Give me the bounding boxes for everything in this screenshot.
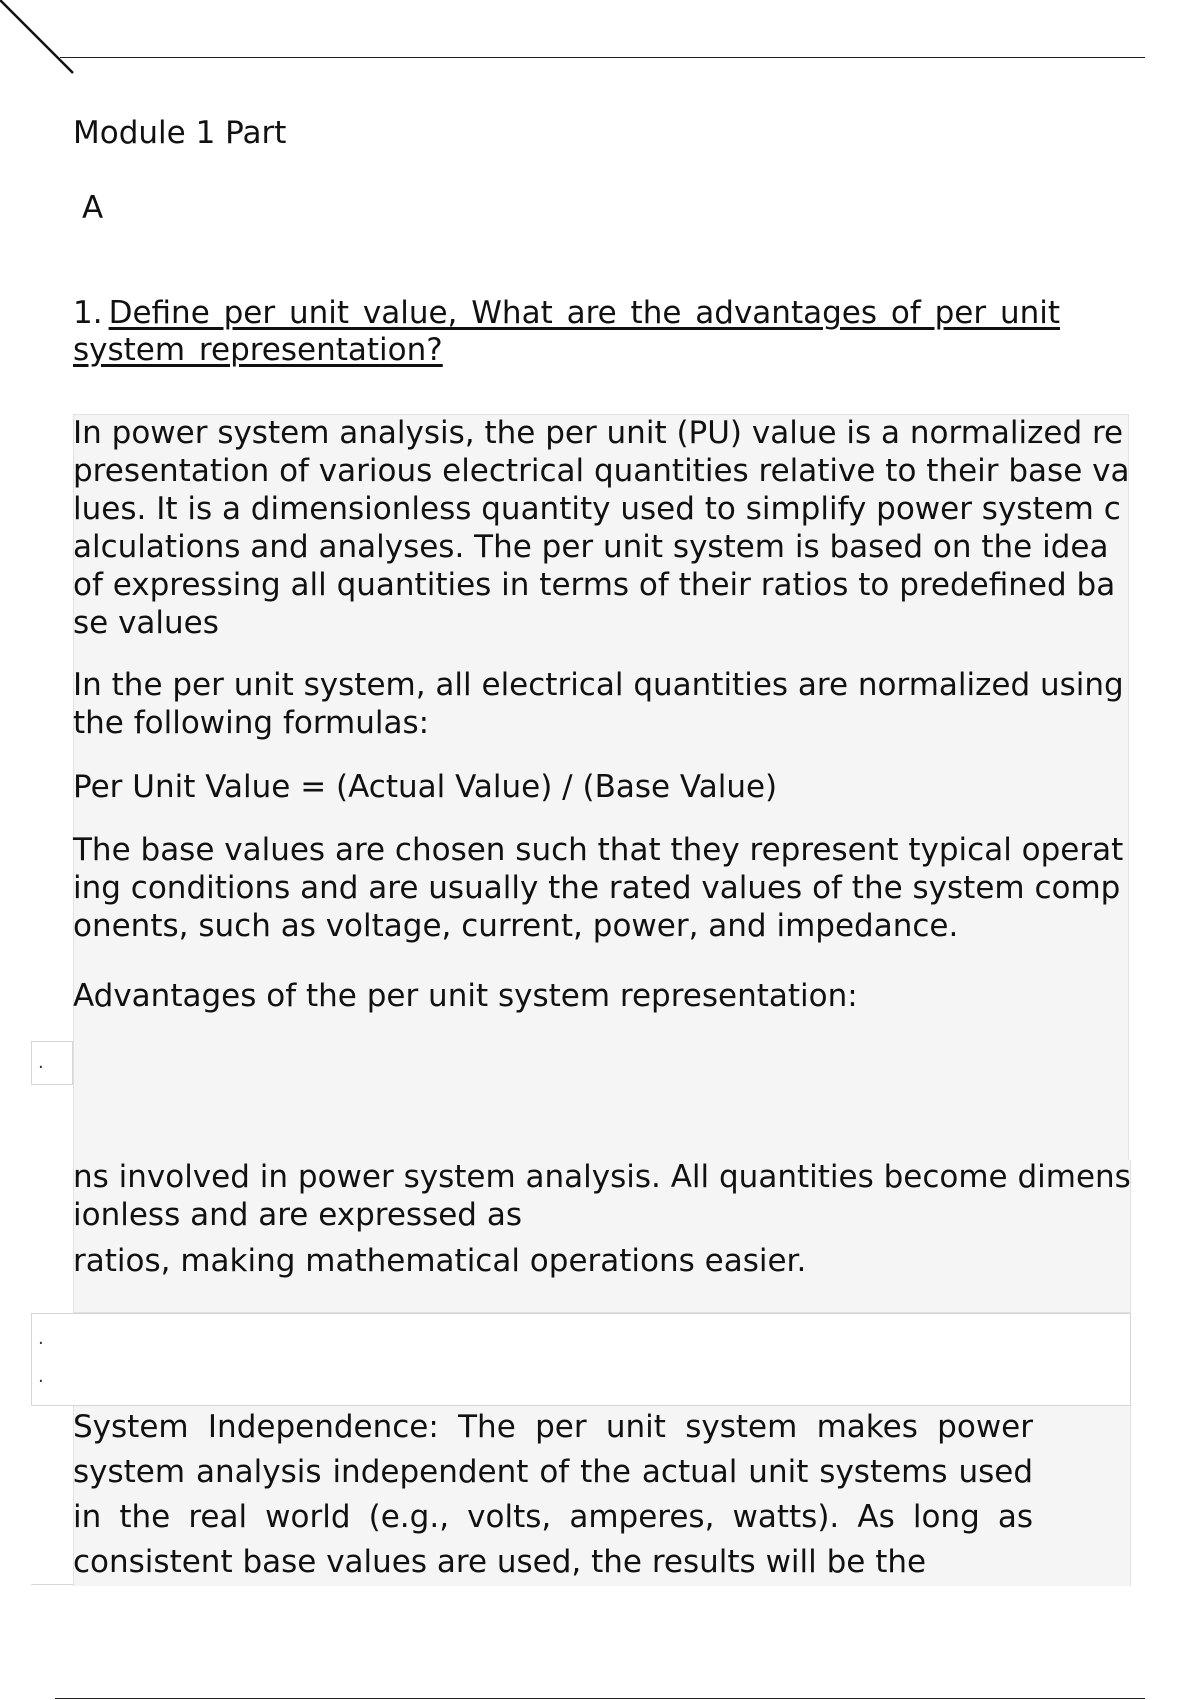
margin-dot: . (38, 1328, 44, 1349)
top-rule (60, 57, 1145, 58)
answer-formula: Per Unit Value = (Actual Value) / (Base Value) (73, 769, 778, 805)
answer-paragraph-definition: In power system analysis, the per unit (PU) value is a normalized representation of various electrical quantities relative to their base values. It is a dimensionless quantity used to simplify power system calculations and analyses. The per unit system is based on the idea of expressing all quantities in terms of their ratios to predefined base values (73, 415, 1130, 641)
answer-advantages-heading: Advantages of the per unit system representation: (73, 978, 858, 1014)
corner-slash-line (0, 0, 100, 90)
margin-box-wide (31, 1313, 1131, 1406)
question-1 (73, 295, 1153, 369)
margin-edge-line (31, 1584, 73, 1585)
question-number: 1. (73, 295, 103, 331)
answer-paragraph-normalization: In the per unit system, all electrical quantities are normalized using the following formulas: (73, 667, 1124, 741)
answer-paragraph-fragment: ns involved in power system analysis. All quantities become dimensionless and are expressed as (73, 1159, 1131, 1233)
margin-dot: . (38, 1366, 44, 1387)
bottom-rule (55, 1698, 1145, 1699)
margin-dot: . (38, 1052, 44, 1073)
answer-paragraph-base-values: The base values are chosen such that they represent typical operating conditions and are usually the rated values of the system components, such as voltage, current, power, and impedance. (73, 832, 1124, 944)
question-text: Define per unit value, What are the advantages of per unit system representation? (73, 295, 1061, 368)
answer-paragraph-system-independence: System Independence: The per unit system makes power system analysis independent of the actual unit systems used in the real world (e.g., volts, amperes, watts). As long as consistent base values are used, the results will be the (73, 1409, 1033, 1580)
margin-box (31, 1041, 73, 1085)
answer-paragraph-ratios: ratios, making mathematical operations easier. (73, 1243, 807, 1279)
module-heading: Module 1 Part (73, 115, 287, 151)
part-letter: A (82, 190, 104, 226)
